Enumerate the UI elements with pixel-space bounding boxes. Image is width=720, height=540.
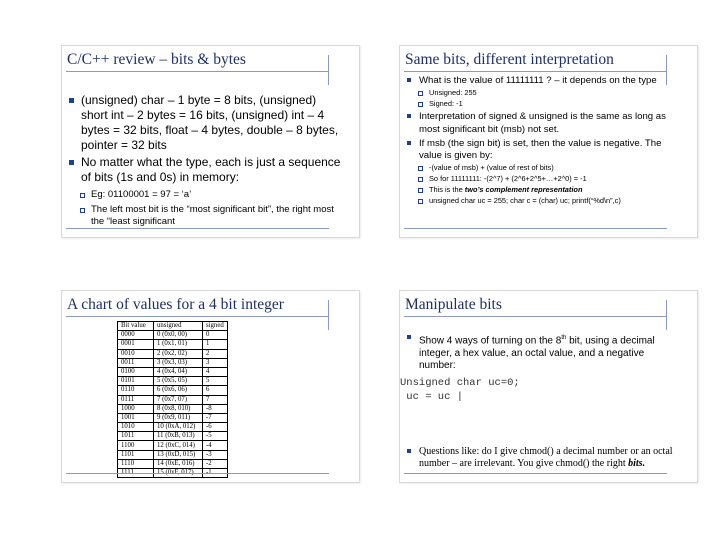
code-line: Unsigned char uc=0; <box>400 376 520 389</box>
column-header: signed <box>203 322 228 331</box>
slide-body <box>406 75 679 206</box>
slide-title: Same bits, different interpretation <box>405 51 614 68</box>
slide-title: A chart of values for a 4 bit integer <box>67 296 284 313</box>
table-cell: 0000 <box>118 331 154 340</box>
table-cell: 0 (0x0, 00) <box>154 331 203 340</box>
table-cell: 3 (0x3, 03) <box>154 358 203 367</box>
table-row <box>118 450 228 459</box>
title-rule <box>66 316 329 317</box>
sub-bullet: unsigned char uc = 255; char c = (char) uc; printf(“%d\n”,c) <box>406 196 679 206</box>
table-cell: 1110 <box>118 459 154 468</box>
table-cell: 1101 <box>118 450 154 459</box>
sub-bullet: So for 11111111: -(2^7) + (2^6+2^5+…+2^0) = -1 <box>406 174 679 184</box>
table-cell: 1011 <box>118 432 154 441</box>
slide-interpretation <box>399 45 698 238</box>
slide-value-chart <box>61 290 360 483</box>
title-divider <box>328 55 329 85</box>
footer-rule <box>404 473 667 474</box>
table-cell: 2 <box>203 349 228 358</box>
table-row <box>118 432 228 441</box>
table-row <box>118 331 228 340</box>
table-cell: 11 (0xB, 013) <box>154 432 203 441</box>
sub-bullet: Signed: -1 <box>406 99 679 109</box>
table-row <box>118 459 228 468</box>
bullet: What is the value of 11111111 ? – it depends on the type <box>406 75 679 87</box>
table-cell: 7 <box>203 395 228 404</box>
slide-title: C/C++ review – bits & bytes <box>67 51 246 68</box>
table-cell: 5 <box>203 377 228 386</box>
table-cell: 8 (0x8, 010) <box>154 404 203 413</box>
table-cell: 1100 <box>118 441 154 450</box>
bullet: If msb (the sign bit) is set, then the value is negative. The value is given by: <box>406 138 679 163</box>
table-cell: 0010 <box>118 349 154 358</box>
sub-bullet: Eg: 01100001 = 97 = ‘a’ <box>68 189 341 201</box>
table-cell: 4 <box>203 367 228 376</box>
superscript: th <box>561 335 567 341</box>
table-cell: 12 (0xC, 014) <box>154 441 203 450</box>
table-cell: 2 (0x2, 02) <box>154 349 203 358</box>
bullet: No matter what the type, each is just a sequence of bits (1s and 0s) in memory: <box>68 155 341 185</box>
title-rule <box>404 71 667 72</box>
table-header-row <box>118 322 228 331</box>
table-row <box>118 395 228 404</box>
table-row <box>118 404 228 413</box>
table-cell: 13 (0xD, 015) <box>154 450 203 459</box>
code-line: uc = uc | <box>400 390 464 403</box>
table-cell: 3 <box>203 358 228 367</box>
bullet: (unsigned) char – 1 byte = 8 bits, (unsigned) short int – 2 bytes = 16 bits, (unsigned) int – 4 bytes = 32 bits, float – 4 bytes, double – 8 bytes, pointer = 32 bits <box>68 93 341 153</box>
table-cell: 7 (0x7, 07) <box>154 395 203 404</box>
table-row <box>118 349 228 358</box>
table-cell: 0001 <box>118 340 154 349</box>
bullet <box>406 446 679 471</box>
table-cell: 10 (0xA, 012) <box>154 423 203 432</box>
emphasis-text: bits. <box>628 458 646 470</box>
slide-body <box>400 332 679 471</box>
table-row <box>118 441 228 450</box>
table-cell: 1 <box>203 340 228 349</box>
table-cell: 6 <box>203 386 228 395</box>
footer-rule <box>404 228 667 229</box>
table-cell: 0 <box>203 331 228 340</box>
table-cell: 1001 <box>118 413 154 422</box>
table-cell: 0111 <box>118 395 154 404</box>
column-header: unsigned <box>154 322 203 331</box>
bullet: Interpretation of signed & unsigned is the same as long as most significant bit (msb) not set. <box>406 111 679 136</box>
bullet-text: bit, using a decimal integer, a hex value, an octal value, and a negative number: <box>419 335 655 372</box>
table-row <box>118 377 228 386</box>
sub-bullet-text: This is the <box>429 185 465 195</box>
table-cell: 1000 <box>118 404 154 413</box>
table-row <box>118 386 228 395</box>
title-rule <box>404 316 667 317</box>
table-row <box>118 413 228 422</box>
slide-manipulate-bits <box>399 290 698 483</box>
title-rule <box>66 71 329 72</box>
table-cell: 6 (0x6, 06) <box>154 386 203 395</box>
table-row <box>118 423 228 432</box>
footer-rule <box>66 473 329 474</box>
table-row <box>118 367 228 376</box>
table-cell: 1010 <box>118 423 154 432</box>
title-divider <box>666 300 667 330</box>
footer-rule <box>66 228 329 229</box>
bullet-text: Show 4 ways of turning on the 8 <box>419 335 562 347</box>
table-cell: 5 (0x5, 05) <box>154 377 203 386</box>
table-cell: -2 <box>203 459 228 468</box>
table-cell: 1 (0x1, 01) <box>154 340 203 349</box>
table-cell: -5 <box>203 432 228 441</box>
table-cell: 0110 <box>118 386 154 395</box>
emphasis-text: two’s complement representation <box>464 185 583 195</box>
table-cell: -8 <box>203 404 228 413</box>
slide-body <box>68 93 341 228</box>
table-cell: -3 <box>203 450 228 459</box>
sub-bullet: -(value of msb) + (value of rest of bits) <box>406 163 679 173</box>
table-cell: 9 (0x9, 011) <box>154 413 203 422</box>
table-body <box>118 331 228 478</box>
table-row <box>118 358 228 367</box>
table-cell: 0101 <box>118 377 154 386</box>
sub-bullet: Unsigned: 255 <box>406 88 679 98</box>
table-cell: -6 <box>203 423 228 432</box>
sub-bullet <box>406 185 679 195</box>
slide-bits-bytes <box>61 45 360 238</box>
values-table <box>117 321 228 478</box>
bullet-text: Questions like: do I give chmod() a decimal number or an octal number – are irrelevant. You give chmod() the right <box>419 445 673 470</box>
sub-bullet: The left most bit is the “most significant bit”, the right most the “least significant <box>68 204 341 228</box>
table-cell: -4 <box>203 441 228 450</box>
table-cell: 0011 <box>118 358 154 367</box>
title-divider <box>328 300 329 330</box>
table-row <box>118 340 228 349</box>
table-cell: 14 (0xE, 016) <box>154 459 203 468</box>
table-cell: 4 (0x4, 04) <box>154 367 203 376</box>
bullet <box>406 332 679 373</box>
slide-title: Manipulate bits <box>405 296 502 313</box>
column-header: Bit value <box>118 322 154 331</box>
table-cell: -7 <box>203 413 228 422</box>
table-cell: 0100 <box>118 367 154 376</box>
